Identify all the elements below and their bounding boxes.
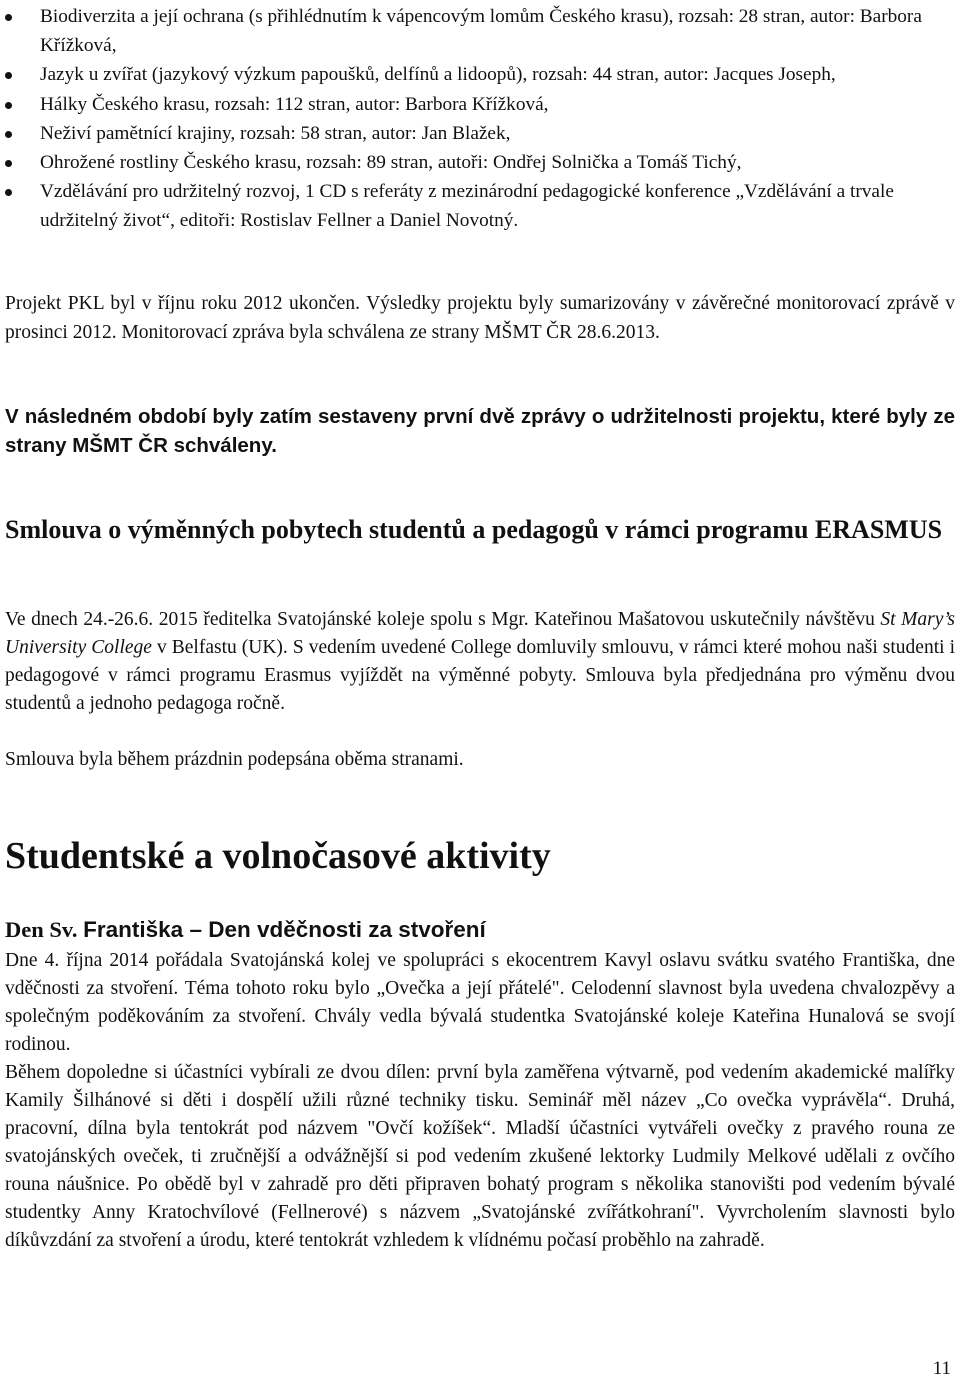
bullet-icon: [5, 131, 12, 138]
list-item: Vzdělávání pro udržitelný rozvoj, 1 CD s referáty z mezinárodní pedagogické konference „Vzdělávání a trvale udržitelný život“, editoři: Rostislav Fellner a Daniel Novotný.: [0, 177, 930, 235]
list-item: Hálky Českého krasu, rozsah: 112 stran, autor: Barbora Křížková,: [0, 90, 930, 119]
erasmus-text-after: v Belfastu (UK). S vedením uvedené College domluvily smlouvu, v rámci které mohou naši studenti i pedagogové v rámci programu Erasmus vyjíždět na výměnné pobyty. Smlouva byla předjednána pro výměnu dvou studentů a jednoho pedagoga ročně.: [5, 637, 955, 714]
den-heading-prefix: Den Sv.: [5, 917, 84, 942]
den-heading-title: Františka – Den vděčnosti za stvoření: [83, 917, 486, 942]
bullet-icon: [5, 14, 12, 21]
erasmus-text-before: Ve dnech 24.-26.6. 2015 ředitelka Svatojánské koleje spolu s Mgr. Kateřinou Mašatovou uskutečnily návštěvu: [5, 609, 881, 630]
list-item: Jazyk u zvířat (jazykový výzkum papoušků, delfínů a lidoopů), rozsah: 44 stran, autor: Jacques Joseph,: [0, 60, 930, 89]
college-name: St Mary’s University College: [5, 609, 955, 658]
bullet-icon: [5, 160, 12, 167]
section-heading: Studentské a volnočasové aktivity: [5, 835, 551, 877]
bullet-icon: [5, 189, 12, 196]
list-item: Biodiverzita a její ochrana (s přihlédnutím k vápencovým lomům Českého krasu), rozsah: 28 stran, autor: Barbora Křížková,: [0, 2, 930, 60]
bullet-icon: [5, 72, 12, 79]
list-item: Ohrožené rostliny Českého krasu, rozsah: 89 stran, autoři: Ondřej Solnička a Tomáš Tichý,: [0, 148, 930, 177]
den-heading: [5, 913, 486, 947]
erasmus-heading: Smlouva o výměnných pobytech studentů a pedagogů v rámci programu ERASMUS: [5, 515, 943, 544]
page-number: 11: [932, 1358, 951, 1379]
publication-list: [0, 2, 930, 236]
bullet-icon: [5, 102, 12, 109]
list-item: Neživí pamětnící krajiny, rozsah: 58 stran, autor: Jan Blažek,: [0, 119, 930, 148]
den-paragraph-1: Dne 4. října 2014 pořádala Svatojánská kolej ve spolupráci s ekocentrem Kavyl oslavu svátku svatého Františka, dne vděčnosti za stvoření. Téma tohoto roku bylo „Ovečka a její přátelé". Celodenní slavnost byla uvedena chvalozpěvy a společným poděkováním za stvoření. Chvály vedla bývalá studentka Svatojánské koleje Kateřina Hunalová se svojí rodinou.: [5, 950, 955, 1055]
pkl-paragraph: Projekt PKL byl v říjnu roku 2012 ukončen. Výsledky projektu byly sumarizovány v závěrečné monitorovací zprávě v prosinci 2012. Monitorovací zpráva byla schválena ze strany MŠMT ČR 28.6.2013.: [5, 293, 955, 343]
sustainability-note: V následném období byly zatím sestaveny první dvě zprávy o udržitelnosti projektu, které byly ze strany MŠMT ČR schváleny.: [5, 405, 955, 457]
erasmus-signed-paragraph: Smlouva byla během prázdnin podepsána oběma stranami.: [5, 749, 464, 770]
den-paragraph-2: Během dopoledne si účastníci vybírali ze dvou dílen: první byla zaměřena výtvarně, pod vedením akademické malířky Kamily Šilhánové si děti i dospělí užili různé techniky tisku. Seminář měl název „Co ovečka vyprávěla“. Druhá, pracovní, dílna byla tentokrát pod názvem "Ovčí kožíšek“. Mladší účastníci vytvářeli ovečky z pravého rouna ze svatojánských oveček, ti zručnější a odvážnější si pod vedením zkušené lektorky Ludmily Melkové udělali z ovčího rouna náušnice. Po obědě byl v zahradě pro děti připraven bohatý program s několika stanovišti pod vedením bývalé studentky Anny Kratochvílové (Fellnerové) s názvem „Svatojánské zvířátkohraní". Vyvrcholením slavnosti bylo díkůvzdání za stvoření a úrodu, které tentokrát vzhledem k vlídnému počasí proběhlo na zahradě.: [5, 1062, 955, 1251]
erasmus-paragraph: [5, 606, 955, 718]
